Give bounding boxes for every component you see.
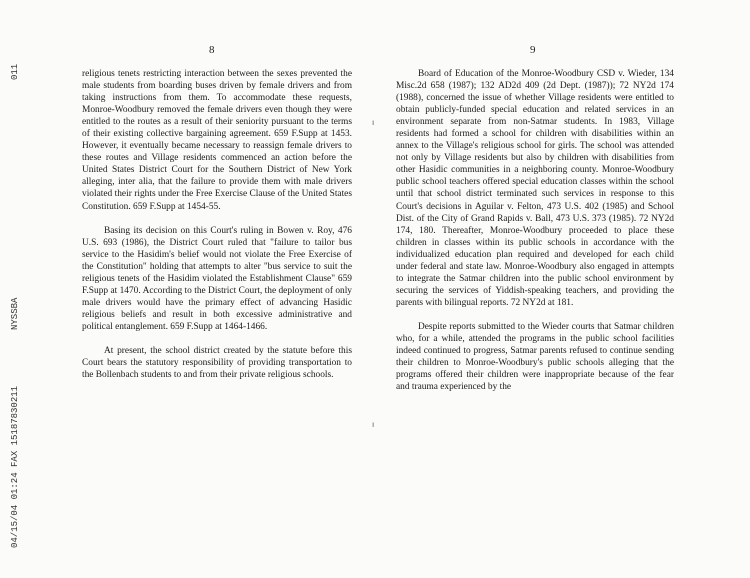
left-page-column	[82, 68, 352, 393]
left-paragraph-3: At present, the school district created by the statute before this Court bears the statutory responsibility of providing transportation to the Bollenbach students to and from their private religious schools.	[82, 345, 352, 381]
right-page-column	[396, 68, 674, 405]
right-paragraph-1: Board of Education of the Monroe-Woodbury CSD v. Wieder, 134 Misc.2d 658 (1987); 132 AD2d 409 (2d Dept. (1987)); 72 NY2d 174 (1988), concerned the issue of whether Village residents were entitled to obtain publicly-funded special education and related services in an environment separate from non-Satmar students. In 1983, Village residents had formed a school for children with disabilities within an annex to the Village's religious school for girls. The school was attended not only by Village residents but also by children with disabilities from other Hasidic communities in a neighboring county. Monroe-Woodbury public school teachers offered special education classes within the school until that school district terminated such services in response to this Court's decisions in Aguilar v. Felton, 473 U.S. 402 (1985) and School Dist. of the City of Grand Rapids v. Ball, 473 U.S. 373 (1985). 72 NY2d 174, 180. Thereafter, Monroe-Woodbury proceeded to place these children in classes within its public schools in accordance with the individualized education plan required and developed for each child under federal and state law. Monroe-Woodbury also engaged in attempts to integrate the Satmar children into the public school environment by securing the services of Yiddish-speaking teachers, and providing the parents with bilingual reports. 72 NY2d at 181.	[396, 69, 674, 308]
left-paragraph-1: religious tenets restricting interaction between the sexes prevented the male students from boarding buses driven by female drivers and from taking instructions from them. To accommodate these requests, Monroe-Woodbury removed the female drivers even though they were entitled to the routes as a result of their seniority pursuant to the terms of their existing collective bargaining agreement. 659 F.Supp at 1453. However, it eventually became necessary to reassign female drivers to these routes and Village residents commenced an action before the United States District Court for the Southern District of New York alleging, inter alia, that the failure to provide them with male drivers violated their rights under the Free Exercise Clause of the United States Constitution. 659 F.Supp at 1454-55.	[82, 69, 352, 212]
fax-sender-text: NYSSBA	[10, 297, 20, 330]
fax-header-text: 04/15/04 01:24 FAX 15187830211	[10, 385, 20, 548]
scan-speck: ı	[372, 118, 375, 127]
left-page-number: 8	[209, 44, 215, 56]
left-paragraph-2: Basing its decision on this Court's ruling in Bowen v. Roy, 476 U.S. 693 (1986), the District Court ruled that "failure to tailor bus service to the Hasidim's belief would not violate the Free Exercise of the Constitution" holding that attempts to alter "bus service to suit the religious tenets of the Hasidim violated the Establishment Clause" 659 F.Supp at 1470. According to the District Court, the deployment of only male drivers would have the primary effect of advancing Hasidic religious beliefs and result in both excessive administrative and political entanglement. 659 F.Supp at 1464-1466.	[82, 225, 352, 332]
right-page-number: 9	[530, 44, 536, 56]
fax-header-strip	[4, 0, 24, 578]
right-paragraph-2: Despite reports submitted to the Wieder courts that Satmar children who, for a while, attended the programs in the public school facilities indeed continued to progress, Satmar parents refused to continue sending their children to Monroe-Woodbury's public schools alleging that the programs offered their children were inappropriate because of the fear and trauma experienced by the	[396, 321, 674, 393]
scan-speck: ı	[372, 420, 375, 429]
fax-page-number: 011	[10, 63, 20, 80]
